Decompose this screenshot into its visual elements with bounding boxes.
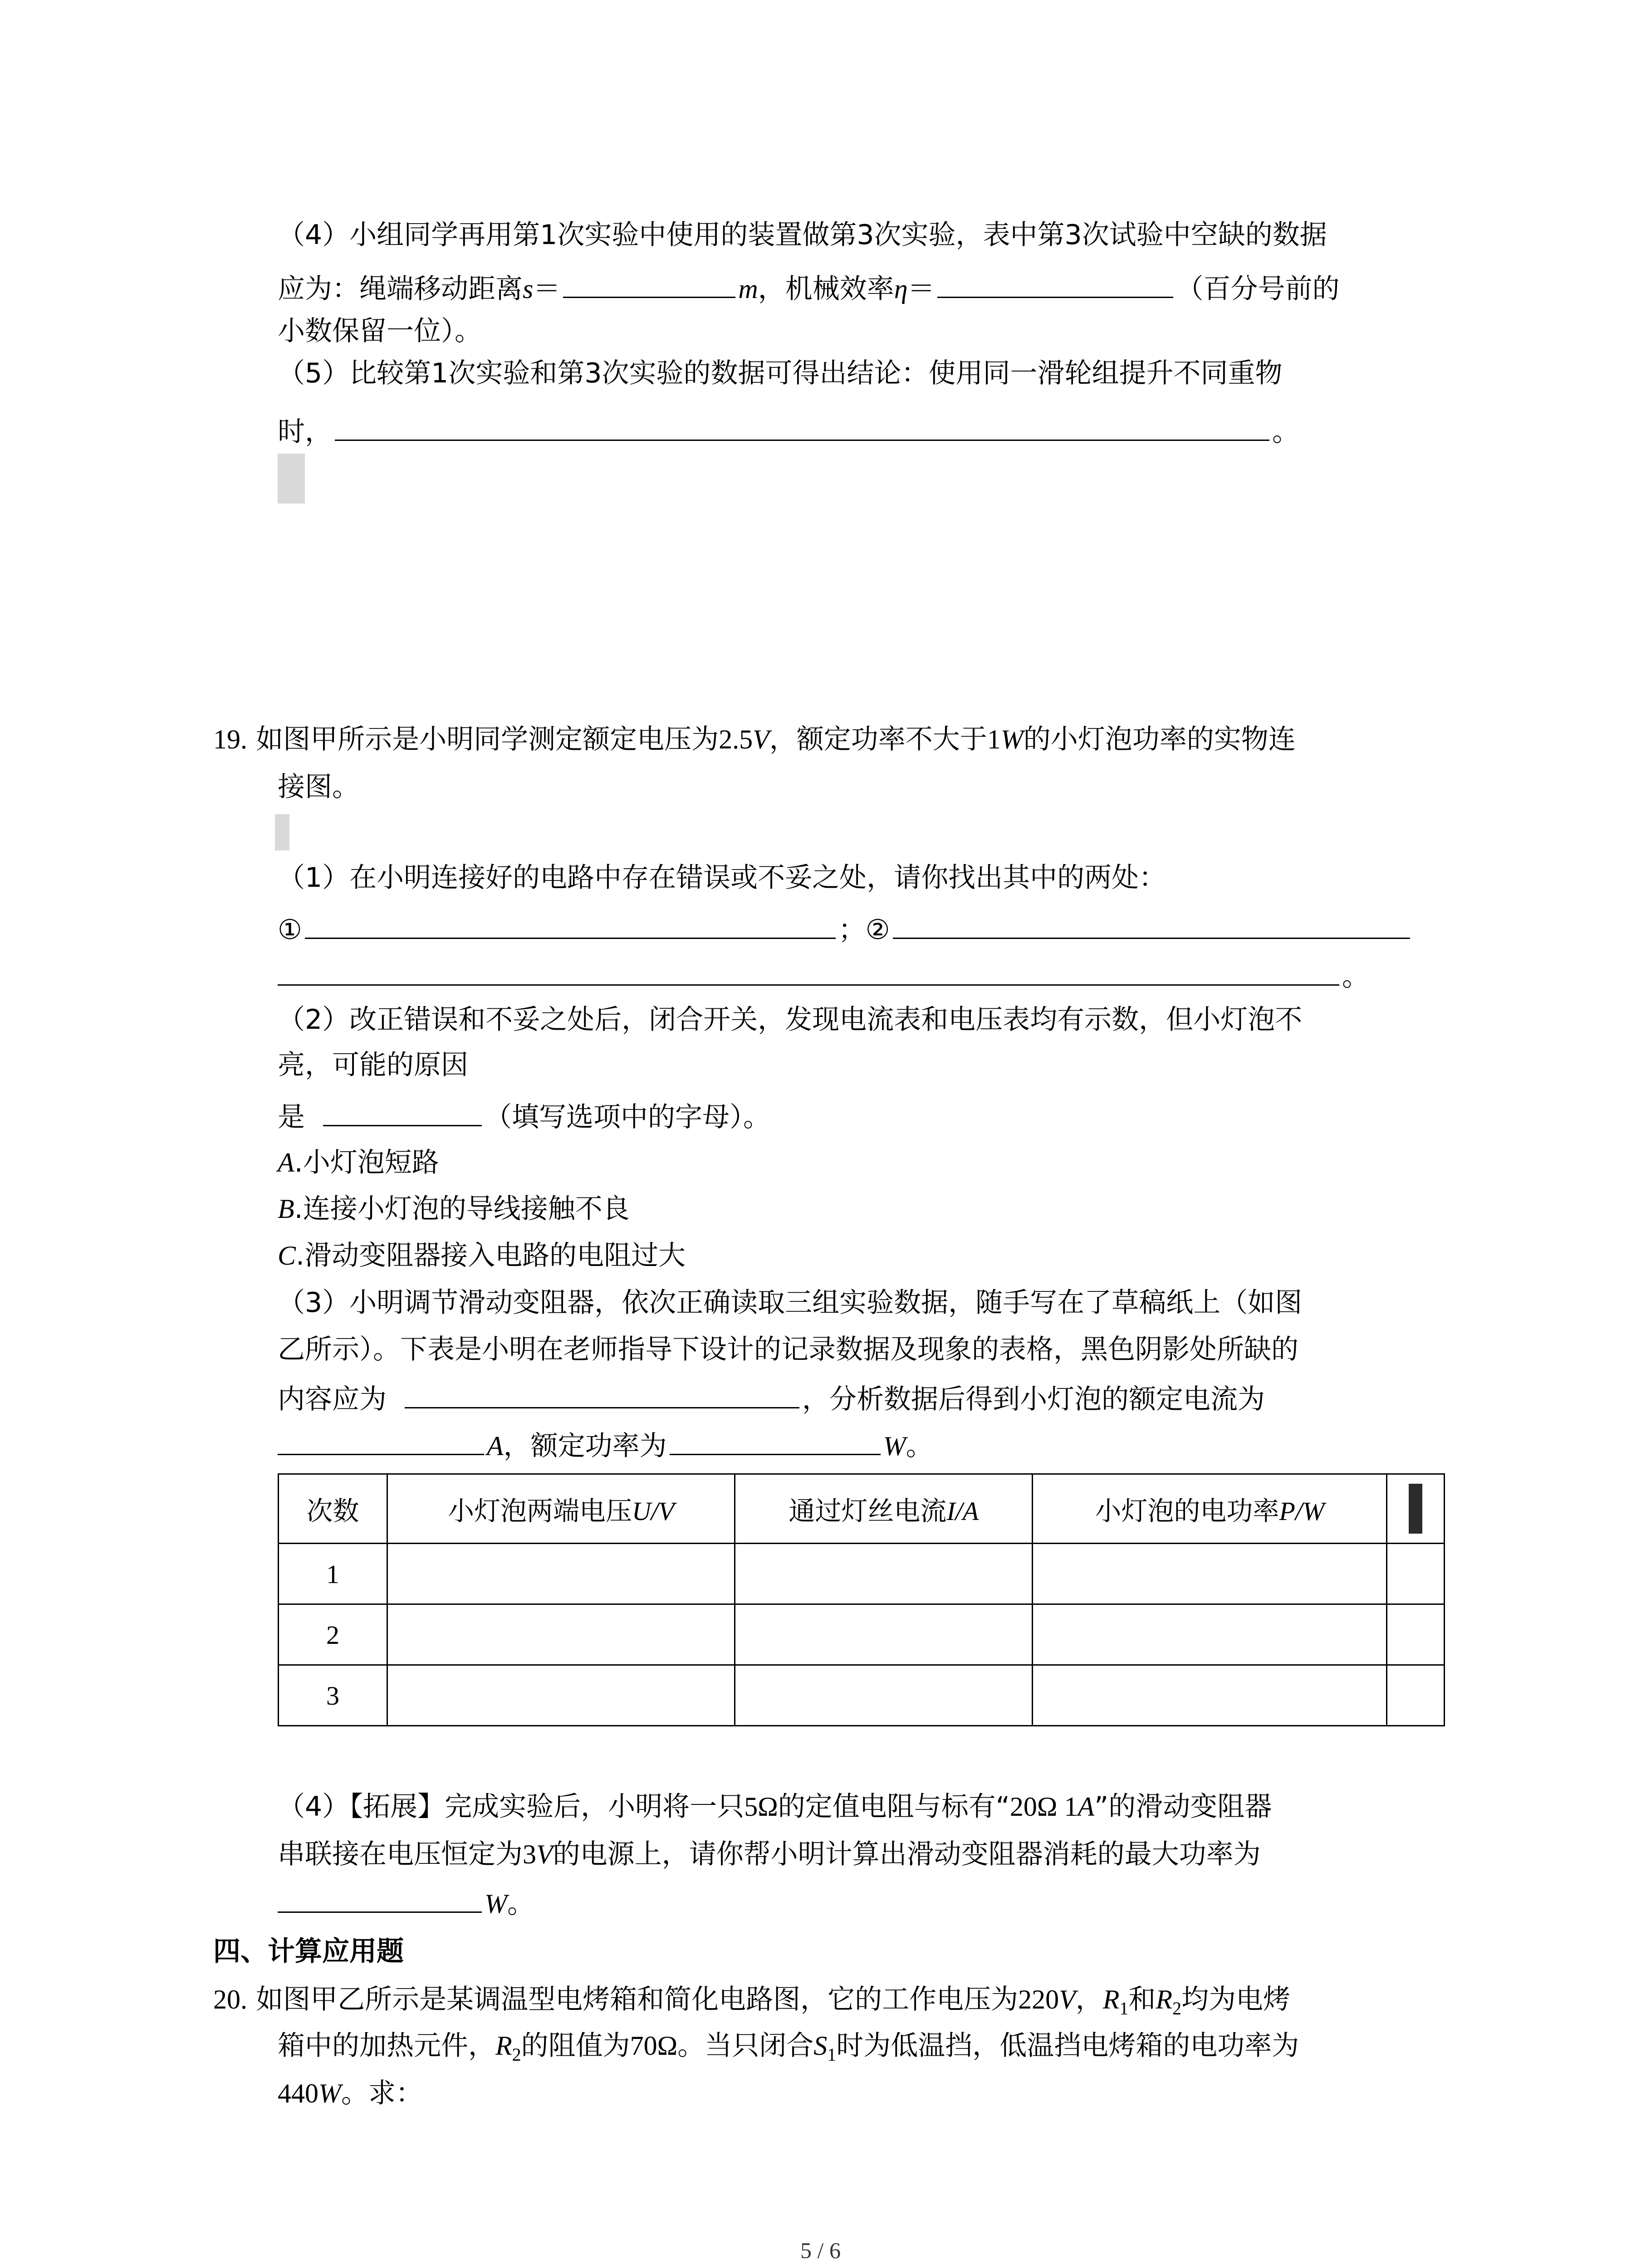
table-header-count: 次数 — [279, 1474, 387, 1544]
page-number: 5 / 6 — [800, 2238, 841, 2263]
table-row — [279, 1665, 1445, 1726]
answer-blank-rated-power[interactable] — [670, 1426, 881, 1455]
table-cell-count: 3 — [279, 1665, 387, 1726]
q18-p5-line1: （5）比较第1次实验和第3次实验的数据可得出结论：使用同一滑轮组提升不同重物 — [278, 357, 1283, 389]
q19-p4-line1: （4）【拓展】完成实验后，小明将一只5Ω的定值电阻与标有“20Ω 1A”的滑动变阻器 — [278, 1791, 1272, 1823]
q19-option-c: C.滑动变阻器接入电路的电阻过大 — [278, 1240, 686, 1271]
q19-p3-line4: A，额定功率为 W。 — [278, 1426, 933, 1462]
q19-p1-line1: （1）在小明连接好的电路中存在错误或不妥之处，请你找出其中的两处： — [278, 862, 1166, 894]
answer-blank-error2[interactable] — [893, 909, 1410, 939]
table-cell-empty[interactable] — [1387, 1544, 1445, 1604]
q20-line3: 440W。求： — [278, 2077, 423, 2109]
q19-p2-line3: 是 （填写选项中的字母）。 — [278, 1097, 770, 1133]
table-cell-empty[interactable] — [1033, 1604, 1387, 1665]
table-cell-empty[interactable] — [387, 1665, 735, 1726]
table-header-row — [279, 1474, 1445, 1544]
answer-blank-reason[interactable] — [323, 1097, 482, 1126]
q20-line1: 20. 如图甲乙所示是某调温型电烤箱和简化电路图，它的工作电压为220V，$R_1$和$R_2$均为电烤 — [213, 1984, 1291, 2019]
table-header-power: 小灯泡的电功率P/W — [1033, 1474, 1387, 1544]
table-cell-count: 2 — [279, 1604, 387, 1665]
table-cell-empty[interactable] — [1387, 1665, 1445, 1726]
table-row — [279, 1544, 1445, 1604]
q19-p2-line1: （2）改正错误和不妥之处后，闭合开关，发现电流表和电压表均有示数，但小灯泡不 — [278, 1004, 1303, 1036]
table-cell-count: 1 — [279, 1544, 387, 1604]
q18-p4-line2: 应为：绳端移动距离s＝ m，机械效率η＝ （百分号前的 — [278, 269, 1339, 305]
table-cell-empty[interactable] — [387, 1544, 735, 1604]
table-header-voltage: 小灯泡两端电压U/V — [387, 1474, 735, 1544]
answer-blank-error1[interactable] — [305, 909, 836, 939]
q18-p4-line1: （4）小组同学再用第1次实验中使用的装置做第3次实验，表中第3次试验中空缺的数据 — [278, 219, 1327, 251]
table-cell-empty[interactable] — [735, 1604, 1033, 1665]
table-header-current: 通过灯丝电流I/A — [735, 1474, 1033, 1544]
table-cell-empty[interactable] — [1033, 1665, 1387, 1726]
q19-p4-line2: 串联接在电压恒定为3V的电源上，请你帮小明计算出滑动变阻器消耗的最大功率为 — [278, 1838, 1261, 1870]
table-cell-empty[interactable] — [735, 1544, 1033, 1604]
table-header-shaded — [1387, 1474, 1445, 1544]
answer-blank-missing-header[interactable] — [405, 1379, 799, 1408]
q20-number: 20. — [213, 1984, 247, 2014]
q19-intro-line2: 接图。 — [278, 771, 359, 803]
section-heading: 四、计算应用题 — [213, 1936, 404, 1967]
image-placeholder-icon — [278, 454, 305, 503]
record-table — [278, 1473, 1445, 1726]
answer-blank-conclusion[interactable] — [335, 411, 1269, 441]
q18-p4-line3: 小数保留一位）。 — [278, 315, 482, 347]
q19-option-a: A.小灯泡短路 — [278, 1147, 439, 1178]
answer-blank-distance[interactable] — [563, 269, 735, 298]
q19-number: 19. — [213, 724, 247, 754]
shaded-cell-icon — [1409, 1484, 1422, 1534]
table-cell-empty[interactable] — [1387, 1604, 1445, 1665]
q19-option-b: B.连接小灯泡的导线接触不良 — [278, 1193, 630, 1225]
q20-line2: 箱中的加热元件，$R_2$的阻值为70Ω。当只闭合$S_1$时为低温挡，低温挡电烤箱的电功率为 — [278, 2030, 1299, 2065]
answer-blank-rated-current[interactable] — [278, 1426, 484, 1455]
table-row — [279, 1604, 1445, 1665]
answer-blank-error2-cont[interactable] — [278, 956, 1339, 986]
q19-p4-line3: W。 — [278, 1883, 534, 1920]
q19-p3-line3: 内容应为 ，分析数据后得到小灯泡的额定电流为 — [278, 1379, 1265, 1415]
q19-p3-line2: 乙所示）。下表是小明在老师指导下设计的记录数据及现象的表格，黑色阴影处所缺的 — [278, 1334, 1298, 1365]
q19-p3-line1: （3）小明调节滑动变阻器，依次正确读取三组实验数据，随手写在了草稿纸上（如图 — [278, 1287, 1303, 1319]
figure-placeholder-icon — [275, 814, 289, 850]
table-cell-empty[interactable] — [1033, 1544, 1387, 1604]
table-cell-empty[interactable] — [735, 1665, 1033, 1726]
q19-p1-line3: 。 — [278, 956, 1369, 992]
q19-p2-line2: 亮，可能的原因 — [278, 1049, 468, 1081]
q19-intro-line1: 19. 如图甲所示是小明同学测定额定电压为2.5V，额定功率不大于1W的小灯泡功率的实物连 — [213, 723, 1296, 755]
answer-blank-max-power[interactable] — [278, 1883, 482, 1913]
table-cell-empty[interactable] — [387, 1604, 735, 1665]
q19-p1-line2: ① ；② — [278, 909, 1413, 946]
q18-p5-line2: 时， 。 — [278, 411, 1299, 448]
answer-blank-efficiency[interactable] — [937, 269, 1173, 298]
